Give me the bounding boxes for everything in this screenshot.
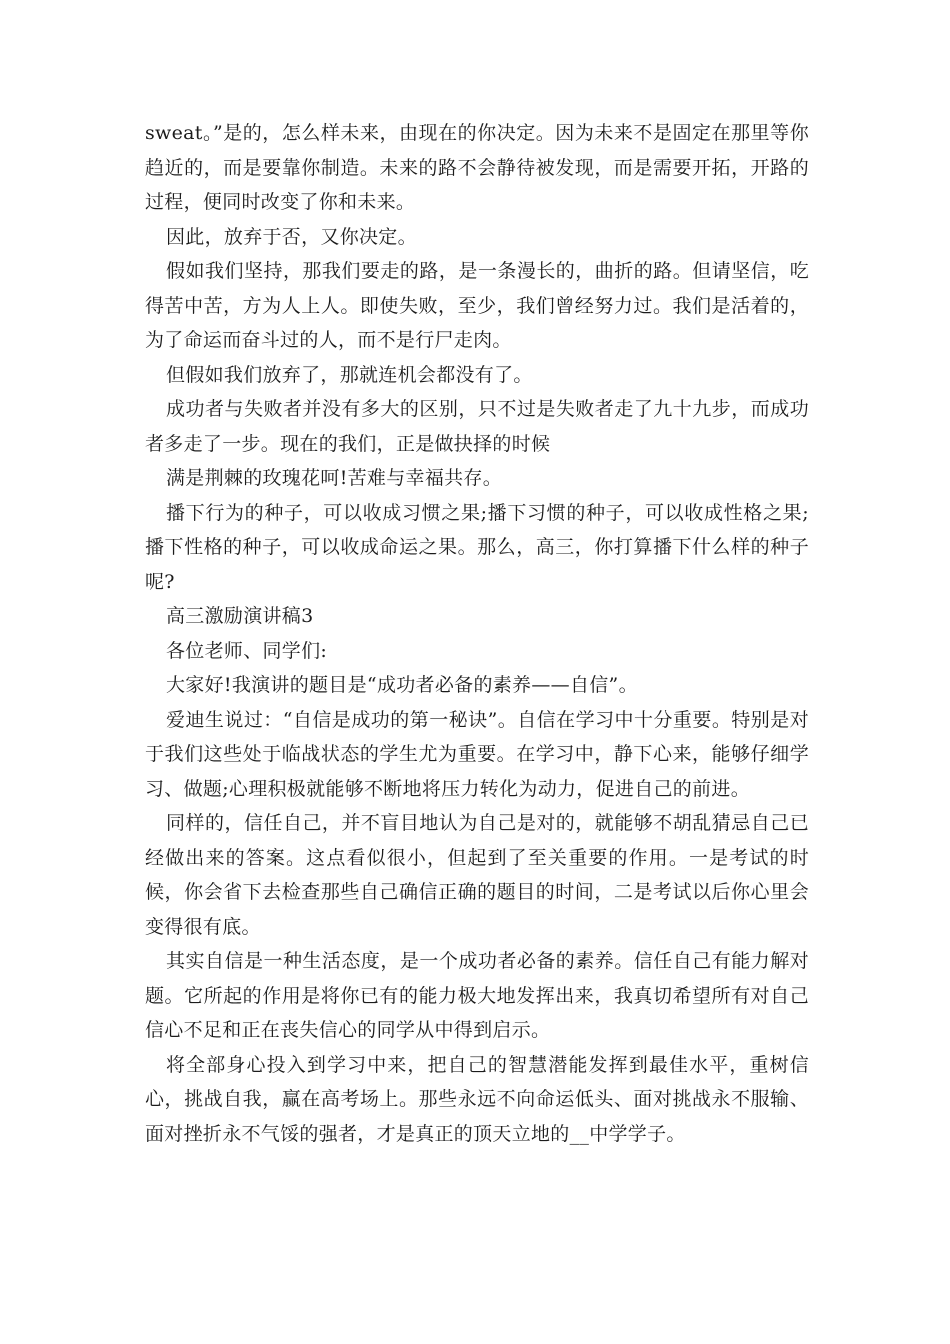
paragraph-11: 爱迪生说过：“自信是成功的第一秘诀”。自信在学习中十分重要。特别是对于我们这些处于临战状态的学生尤为重要。在学习中，静下心来，能够仔细学习、做题;心理积极就能够不断地将压力转化为动力，促进自己的前进。 [145,708,809,800]
paragraph-13: 其实自信是一种生活态度，是一个成功者必备的素养。信任自己有能力解对题。它所起的作用是将你已有的能力极大地发挥出来，我真切希望所有对自己信心不足和正在丧失信心的同学从中得到启示。 [145,950,809,1041]
paragraph-1: sweat。”是的，怎么样未来，由现在的你决定。因为未来不是固定在那里等你趋近的，而是要靠你制造。未来的路不会静待被发现，而是需要开拓，开路的过程，便同时改变了你和未来。 [145,122,809,213]
paragraph-10: 大家好!我演讲的题目是“成功者必备的素养——自信”。 [166,674,638,696]
paragraph-7: 播下行为的种子，可以收成习惯之果;播下习惯的种子，可以收成性格之果;播下性格的种子，可以收成命运之果。那么，高三，你打算播下什么样的种子呢? [145,501,809,593]
paragraph-6: 满是荆棘的玫瑰花呵!苦难与幸福共存。 [166,467,503,489]
document-body [145,116,809,1151]
paragraph-3: 假如我们坚持，那我们要走的路，是一条漫长的，曲折的路。但请坚信，吃得苦中苦，方为人上人。即使失败，至少，我们曾经努力过。我们是活着的，为了命运而奋斗过的人，而不是行尸走肉。 [145,260,809,351]
paragraph-4: 但假如我们放弃了，那就连机会都没有了。 [166,363,533,386]
paragraph-12: 同样的，信任自己，并不盲目地认为自己是对的，就能够不胡乱猜忌自己已经做出来的答案。这点看似很小，但起到了至关重要的作用。一是考试的时候，你会省下去检查那些自己确信正确的题目的时间，二是考试以后你心里会变得很有底。 [145,812,809,938]
paragraph-2: 因此，放弃于否，又你决定。 [166,225,417,248]
salutation: 各位老师、同学们: [166,639,328,662]
section-heading: 高三激励演讲稿3 [166,605,314,627]
paragraph-5: 成功者与失败者并没有多大的区别，只不过是失败者走了九十九步，而成功者多走了一步。现在的我们，正是做抉择的时候 [145,398,809,455]
paragraph-14: 将全部身心投入到学习中来，把自己的智慧潜能发挥到最佳水平，重树信心，挑战自我，赢在高考场上。那些永远不向命运低头、面对挑战永不服输、面对挫折永不气馁的强者，才是真正的顶天立地的__中学学子。 [145,1053,809,1145]
